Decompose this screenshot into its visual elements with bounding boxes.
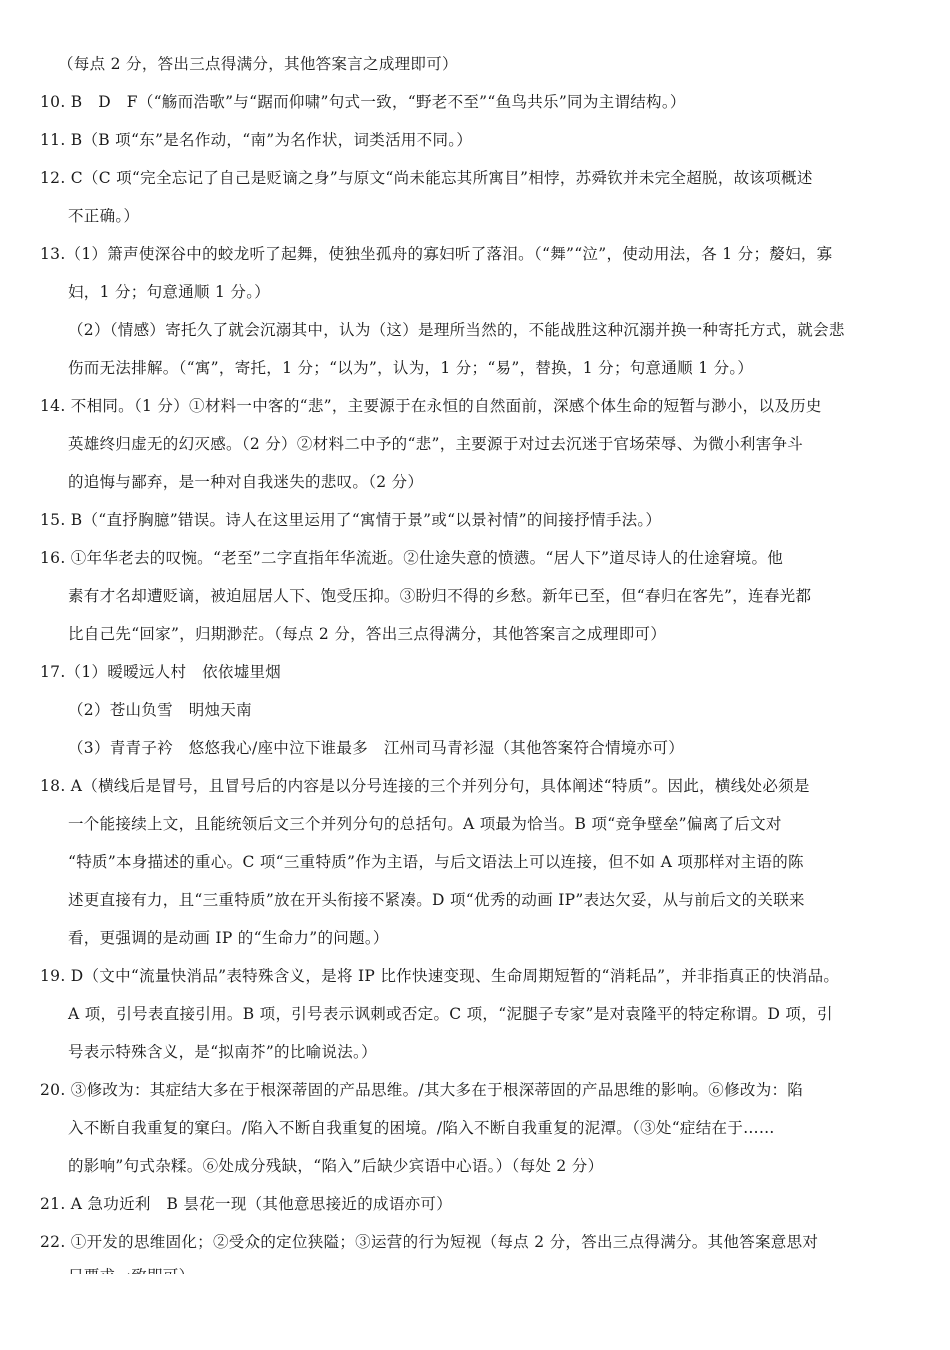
answer-line-18-cont1: 一个能接续上文，且能统领后文三个并列分句的总括句。A 项最为恰当。B 项“竞争壁垒”偏离了后文对: [68, 815, 782, 833]
answer-line-13-1: 13.（1）箫声使深谷中的蛟龙听了起舞，使独坐孤舟的寡妇听了落泪。（“舞”“泣”，使动用法，各 1 分；嫠妇，寡: [40, 245, 833, 263]
answer-line-13-1-cont: 妇，1 分；句意通顺 1 分。）: [68, 283, 271, 301]
answer-line-18-cont2: “特质”本身描述的重心。C 项“三重特质”作为主语，与后文语法上可以连接，但不如 A 项那样对主语的陈: [68, 853, 804, 871]
answer-line-18-cont4: 看，更强调的是动画 IP 的“生命力”的问题。）: [68, 929, 389, 947]
answer-line-18: 18. A（横线后是冒号，且冒号后的内容是以分号连接的三个并列分句，具体阐述“特质”。因此，横线处必须是: [40, 777, 810, 795]
answer-line-16-cont2: 比自己先“回家”，归期渺茫。（每点 2 分，答出三点得满分，其他答案言之成理即可）: [68, 625, 667, 643]
page-bottom-margin: [0, 1274, 950, 1350]
answer-line-17-1: 17.（1）暧暧远人村 依依墟里烟: [40, 663, 282, 681]
answer-line-13-2: （2）（情感）寄托久了就会沉溺其中，认为（这）是理所当然的，不能战胜这种沉溺并换一种寄托方式，就会悲: [68, 321, 845, 339]
answer-line-14-cont1: 英雄终归虚无的幻灭感。（2 分）②材料二中予的“悲”，主要源于对过去沉迷于官场荣辱、为微小利害争斗: [68, 435, 804, 453]
answer-line-13-2-cont: 伤而无法排解。（“寓”，寄托，1 分；“以为”，认为，1 分；“易”，替换，1 分；句意通顺 1 分。）: [68, 359, 754, 377]
answer-line-10: 10. B D F（“觞而浩歌”与“踞而仰啸”句式一致，“野老不至”“鱼鸟共乐”同为主谓结构。）: [40, 93, 686, 111]
answer-line-12: 12. C（C 项“完全忘记了自己是贬谪之身”与原文“尚未能忘其所寓目”相悖，苏舜钦并未完全超脱，故该项概述: [40, 169, 813, 187]
answer-line-22: 22. ①开发的思维固化；②受众的定位狭隘；③运营的行为短视（每点 2 分，答出三点得满分。其他答案意思对: [40, 1233, 819, 1251]
answer-line-9-tail: （每点 2 分，答出三点得满分，其他答案言之成理即可）: [58, 55, 458, 73]
answer-line-15: 15. B（“直抒胸臆”错误。诗人在这里运用了“寓情于景”或“以景衬情”的间接抒情手法。）: [40, 511, 662, 529]
answer-line-14-cont2: 的追悔与鄙弃，是一种对自我迷失的悲叹。（2 分）: [68, 473, 424, 491]
answer-line-12-cont: 不正确。）: [68, 207, 140, 225]
answer-line-18-cont3: 述更直接有力，且“三重特质”放在开头衔接不紧凑。D 项“优秀的动画 IP”表达欠妥，从与前后文的关联来: [68, 891, 805, 909]
answer-line-11: 11. B（B 项“东”是名作动，“南”为名作状，词类活用不同。）: [40, 131, 473, 149]
answer-line-17-3: （3）青青子衿 悠悠我心/座中泣下谁最多 江州司马青衫湿（其他答案符合情境亦可）: [68, 739, 685, 757]
answer-line-21: 21. A 急功近利 B 昙花一现（其他意思接近的成语亦可）: [40, 1195, 453, 1213]
answer-line-20: 20. ③修改为：其症结大多在于根深蒂固的产品思维。/其大多在于根深蒂固的产品思维的影响。⑥修改为：陷: [40, 1081, 804, 1099]
answer-line-16-cont1: 素有才名却遭贬谪，被迫屈居人下、饱受压抑。③盼归不得的乡愁。新年已至，但“春归在客先”，连春光都: [68, 587, 812, 605]
answer-line-20-cont1: 入不断自我重复的窠臼。/陷入不断自我重复的困境。/陷入不断自我重复的泥潭。（③处“症结在于……: [68, 1119, 775, 1137]
answer-line-20-cont2: 的影响”句式杂糅。⑥处成分残缺，“陷入”后缺少宾语中心语。）（每处 2 分）: [68, 1157, 604, 1175]
answer-line-14: 14. 不相同。（1 分）①材料一中客的“悲”，主要源于在永恒的自然面前，深感个体生命的短暂与渺小，以及历史: [40, 397, 822, 415]
answer-line-19-cont2: 号表示特殊含义，是“拟南芥”的比喻说法。）: [68, 1043, 377, 1061]
answer-line-19: 19. D（文中“流量快消品”表特殊含义，是将 IP 比作快速变现、生命周期短暂的“消耗品”，并非指真正的快消品。: [40, 967, 840, 985]
answer-line-19-cont1: A 项，引号表直接引用。B 项，引号表示讽刺或否定。C 项，“泥腿子专家”是对袁隆平的特定称谓。D 项，引: [68, 1005, 833, 1023]
answer-line-17-2: （2）苍山负雪 明烛天南: [68, 701, 252, 719]
answer-line-16: 16. ①年华老去的叹惋。“老至”二字直指年华流逝。②仕途失意的愤懑。“居人下”道尽诗人的仕途窘境。他: [40, 549, 784, 567]
